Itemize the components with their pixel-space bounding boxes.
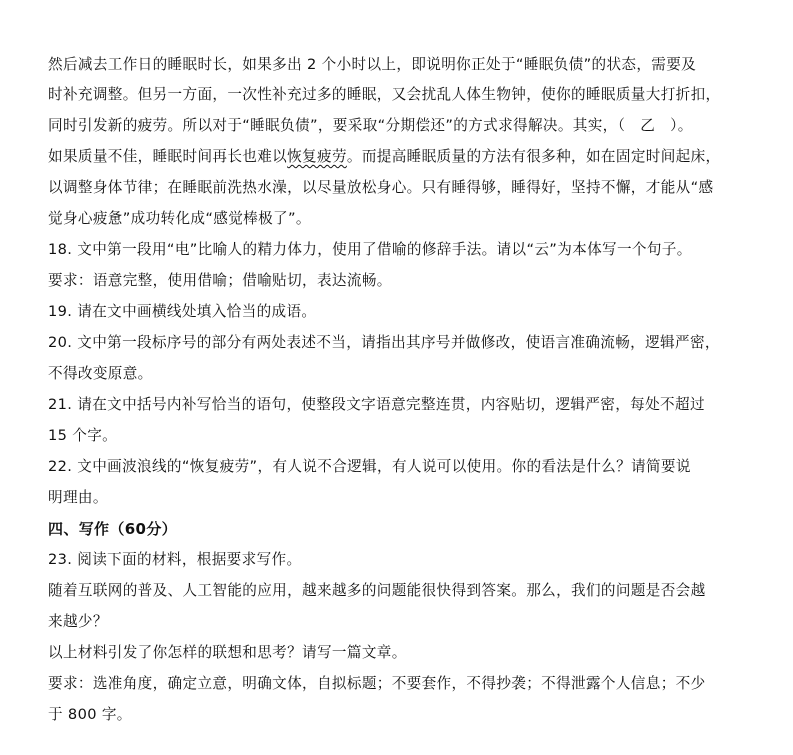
material-line-1: 随着互联网的普及、人工智能的应用，越来越多的问题能很快得到答案。那么，我们的问题是否会越	[48, 582, 706, 599]
paragraph-line-1: 然后减去工作日的睡眠时长，如果多出 2 个小时以上，即说明你正处于“睡眠负债”的状态，需要及	[48, 56, 697, 73]
question-21-line-1: 21. 请在文中括号内补写恰当的语句，使整段文字语意完整连贯，内容贴切，逻辑严密，每处不超过	[48, 396, 705, 413]
question-19: 19. 请在文中画横线处填入恰当的成语。	[48, 303, 317, 320]
question-22-line-2: 明理由。	[48, 489, 108, 506]
question-23: 23. 阅读下面的材料，根据要求写作。	[48, 551, 302, 568]
requirements-line-2: 于 800 字。	[48, 706, 132, 723]
paragraph-line-4-after: 。而提高睡眠质量的方法有很多种，如在固定时间起床，	[346, 148, 721, 165]
paragraph-line-6: 觉身心疲惫”成功转化成“感觉棒极了”。	[48, 210, 311, 227]
paragraph-line-2: 时补充调整。但另一方面，一次性补充过多的睡眠，又会扰乱人体生物钟，使你的睡眠质量大打折扣，	[48, 86, 721, 103]
material-line-2: 来越少？	[48, 613, 108, 630]
requirements-line-1: 要求：选准角度，确定立意，明确文体，自拟标题；不要套作，不得抄袭；不得泄露个人信息；不少	[48, 675, 706, 692]
question-22-line-1: 22. 文中画波浪线的“恢复疲劳”，有人说不合逻辑，有人说可以使用。你的看法是什么？请简要说	[48, 458, 691, 475]
wavy-underlined-phrase: 恢复疲劳	[287, 148, 347, 165]
paragraph-line-5: 以调整身体节律；在睡眠前洗热水澡，以尽量放松身心。只有睡得够，睡得好，坚持不懈，才能从“感	[48, 179, 714, 196]
writing-prompt: 以上材料引发了你怎样的联想和思考？请写一篇文章。	[48, 644, 407, 661]
paragraph-line-4-before: 如果质量不佳，睡眠时间再长也难以	[48, 148, 288, 165]
question-20-line-2: 不得改变原意。	[48, 365, 153, 382]
section-heading-writing: 四、写作（60分）	[48, 520, 178, 538]
question-21-line-2: 15 个字。	[48, 427, 118, 444]
paragraph-line-4	[48, 147, 721, 167]
question-18-line-1: 18. 文中第一段用“电”比喻人的精力体力，使用了借喻的修辞手法。请以“云”为本体写一个句子。	[48, 241, 692, 258]
question-20-line-1: 20. 文中第一段标序号的部分有两处表述不当，请指出其序号并做修改，使语言准确流畅，逻辑严密，	[48, 334, 720, 351]
paragraph-line-3: 同时引发新的疲劳。所以对于“睡眠负债”，要采取“分期偿还”的方式求得解决。其实，（ 乙 ）。	[48, 117, 693, 134]
question-18-line-2: 要求：语意完整，使用借喻；借喻贴切，表达流畅。	[48, 272, 392, 289]
